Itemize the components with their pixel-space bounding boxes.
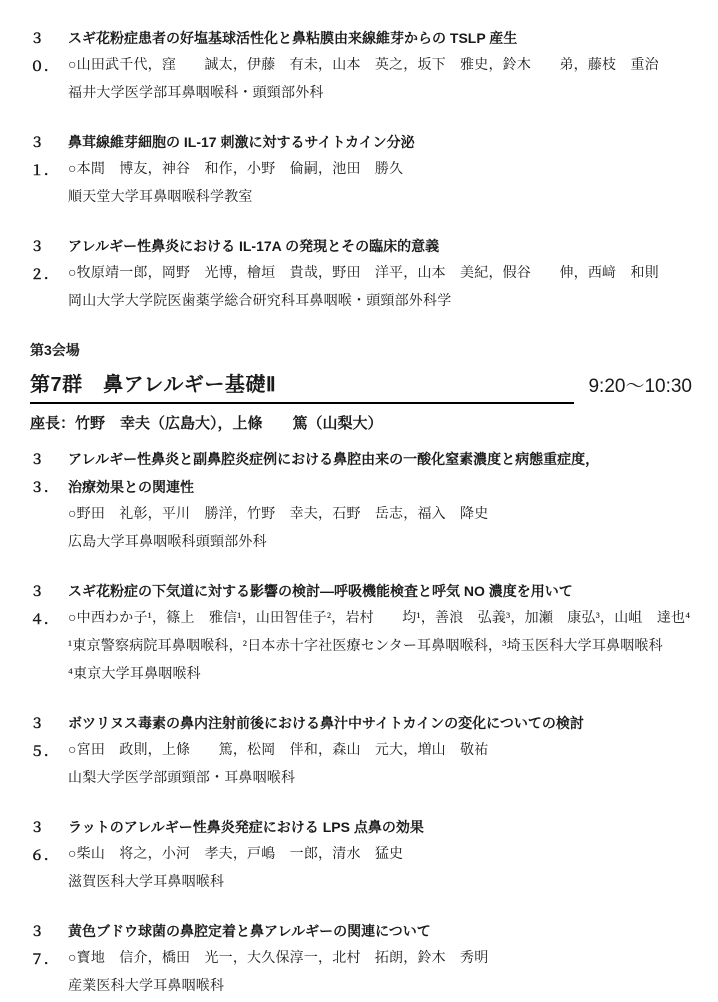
entry-number: ３４． bbox=[30, 583, 58, 627]
entry-affiliation: 広島大学耳鼻咽喉科頭頸部外科 bbox=[68, 535, 267, 550]
entry-row bbox=[30, 24, 692, 108]
entry-number: ３２． bbox=[30, 238, 58, 282]
entry-body bbox=[68, 445, 692, 557]
entry-affiliation-line2: ⁴東京大学耳鼻咽喉科 bbox=[68, 667, 201, 682]
entry-authors: ○本間 博友，神谷 和作，小野 倫嗣，池田 勝久 bbox=[68, 162, 404, 177]
session-time: 9:20～10:30 bbox=[588, 376, 692, 397]
entry-authors: ○寳地 信介，橋田 光一，大久保淳一，北村 拓朗，鈴木 秀明 bbox=[68, 951, 489, 966]
entry-title: 黄色ブドウ球菌の鼻腔定着と鼻アレルギーの関連について bbox=[68, 923, 431, 939]
entry-authors: ○野田 礼彰，平川 勝洋，竹野 幸夫，石野 岳志，福入 降史 bbox=[68, 507, 489, 522]
entry-title: アレルギー性鼻炎における IL-17A の発現とその臨床的意義 bbox=[68, 238, 440, 254]
entry-row bbox=[30, 813, 692, 897]
entry-authors: ○柴山 将之，小河 孝夫，戸嶋 一郎，清水 猛史 bbox=[68, 847, 404, 862]
entry-title: アレルギー性鼻炎と副鼻腔炎症例における鼻腔由来の一酸化窒素濃度と病態重症度， bbox=[68, 451, 600, 467]
entry-title: 鼻茸線維芽細胞の IL-17 刺激に対するサイトカイン分泌 bbox=[68, 134, 415, 150]
entry-row bbox=[30, 128, 692, 212]
entry-affiliation: 順天堂大学耳鼻咽喉科学教室 bbox=[68, 190, 253, 205]
entry-number: ３７． bbox=[30, 923, 58, 967]
entry-authors: ○山田武千代，窪 誠太，伊藤 有未，山本 英之，坂下 雅史，鈴木 弟，藤枝 重治 bbox=[68, 58, 659, 73]
entry-title: ラットのアレルギー性鼻炎発症における LPS 点鼻の効果 bbox=[68, 819, 424, 835]
entry-row bbox=[30, 577, 692, 689]
entry-authors: ○宮田 政則，上條 篤，松岡 伴和，森山 元大，増山 敬祐 bbox=[68, 743, 489, 758]
entry-authors: ○中西わか子¹，篠上 雅信¹，山田智佳子²，岩村 均¹，善浪 弘義³，加瀬 康弘³，山岨 達也⁴ bbox=[68, 611, 691, 626]
session-title-row bbox=[30, 368, 692, 404]
entry-row bbox=[30, 232, 692, 316]
entry-title: ボツリヌス毒素の鼻内注射前後における鼻汁中サイトカインの変化についての検討 bbox=[68, 715, 584, 731]
entry-body bbox=[68, 709, 692, 793]
entry-affiliation: 福井大学医学部耳鼻咽喉科・頭頸部外科 bbox=[68, 86, 324, 101]
entry-number: ３３． bbox=[30, 451, 58, 495]
entry-body bbox=[68, 128, 692, 212]
entry-title-line2: 治療効果との関連性 bbox=[68, 479, 194, 495]
entry-number: ３５． bbox=[30, 715, 58, 759]
entry-affiliation: 滋賀医科大学耳鼻咽喉科 bbox=[68, 875, 225, 890]
entry-number: ３１． bbox=[30, 134, 58, 178]
entry-title: スギ花粉症の下気道に対する影響の検討―呼吸機能検査と呼気 NO 濃度を用いて bbox=[68, 583, 573, 599]
entry-body bbox=[68, 232, 692, 316]
entry-row bbox=[30, 917, 692, 1001]
venue-label: 第3会場 bbox=[30, 342, 80, 358]
entry-affiliation: 岡山大学大学院医歯薬学総合研究科耳鼻咽喉・頭頸部外科学 bbox=[68, 294, 452, 309]
entry-affiliation: 山梨大学医学部頭頸部・耳鼻咽喉科 bbox=[68, 771, 296, 786]
entry-body bbox=[68, 24, 692, 108]
entry-authors: ○牧原靖一郎，岡野 光博，檜垣 貴哉，野田 洋平，山本 美紀，假谷 伸，西﨑 和則 bbox=[68, 266, 659, 281]
entry-row bbox=[30, 445, 692, 557]
session-header bbox=[30, 340, 692, 435]
entry-title: スギ花粉症患者の好塩基球活性化と鼻粘膜由来線維芽からの TSLP 産生 bbox=[68, 30, 518, 46]
entry-affiliation: ¹東京警察病院耳鼻咽喉科，²日本赤十字社医療センター耳鼻咽喉科，³埼玉医科大学耳鼻咽喉科 bbox=[68, 639, 663, 654]
entry-affiliation: 産業医科大学耳鼻咽喉科 bbox=[68, 979, 225, 994]
entry-body bbox=[68, 813, 692, 897]
entry-number: ３０． bbox=[30, 30, 58, 74]
entry-body bbox=[68, 917, 692, 1001]
session-chairs: 座長：竹野 幸夫（広島大），上條 篤（山梨大） bbox=[30, 415, 383, 432]
entry-number: ３６． bbox=[30, 819, 58, 863]
entry-body bbox=[68, 577, 692, 689]
session-title: 第7群 鼻アレルギー基礎Ⅱ bbox=[30, 374, 277, 396]
entry-row bbox=[30, 709, 692, 793]
session-title-underline bbox=[30, 368, 574, 404]
